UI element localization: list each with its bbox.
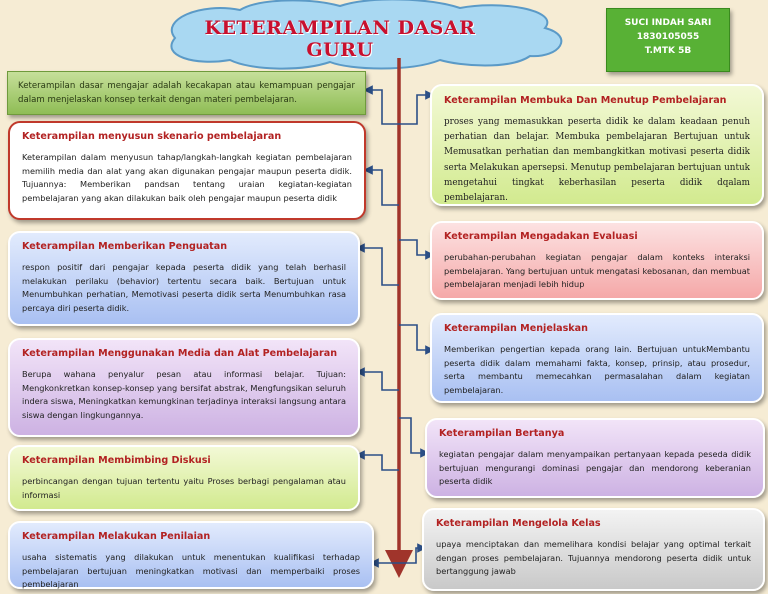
intro-text: Keterampilan dasar mengajar adalah kecakapan atau kemampuan pengajar dalam menjelaskan konsep terkait dengan materi pembelajaran. — [18, 81, 355, 105]
box-text: upaya menciptakan dan memelihara kondisi belajar yang optimal terkait dengan proses pembelajaran. Tujuannya mendorong peserta didik untuk bertanggung jawab — [436, 539, 751, 577]
box-evaluasi — [430, 221, 764, 300]
box-text: proses yang memasukkan peserta didik ke dalam keadaan penuh perhatian dan belajar. Membuka pembelajaran Bertujuan untuk Memusatkan perhatian dan membangkitkan motivasi peserta didik serta Melakukan apersepsi. Menutup pembelajaran bertujuan untuk mengetahui tingkat keberhasilan peserta didik dqalam pembelajaran. — [444, 117, 750, 204]
connector-left-4 — [360, 455, 399, 470]
connector-left-3 — [360, 372, 399, 390]
connector-right-2 — [399, 240, 430, 255]
box-text: usaha sistematis yang dilakukan untuk menentukan kualifikasi terhadap pembelajaran bertujuan meningkatkan motivasi dan memperbaiki proses pembelajaran — [22, 552, 360, 590]
box-text: Keterampilan dalam menyusun tahap/langkah-langkah kegiatan pembelajaran memilih media dan alat yang akan digunakan pengajar maupun peserta didik. Tujuannya: Memberikan pandsan tentang uraian kegiatan-kegiatan pembelajaran yang akan dilakukan baik oleh pengajar maupun peserta didik — [22, 152, 352, 203]
box-title: Keterampilan Melakukan Penilaian — [22, 531, 211, 542]
box-penguatan — [8, 231, 360, 326]
box-title: Keterampilan menyusun skenario pembelajaran — [22, 131, 282, 142]
box-title: Keterampilan Bertanya — [439, 428, 565, 439]
box-text: Berupa wahana penyalur pesan atau informasi belajar. Tujuan: Mengkonkretkan konsep-konsep yang bersifat abstrak, Mengfungsikan seluruh indera siswa, Meningkatkan kemungkinan terjadinya interaksi langsung antara siswa dengan lingkungannya. — [22, 369, 346, 420]
box-title: Keterampilan Menjelaskan — [444, 323, 588, 334]
box-title: Keterampilan Mengadakan Evaluasi — [444, 231, 638, 242]
connector-left-2 — [360, 248, 399, 285]
author-id: 1830105055 — [636, 32, 700, 42]
connector-intro — [368, 90, 399, 124]
page-title: KETERAMPILAN DASAR GURU — [204, 17, 476, 61]
intro-box — [7, 71, 366, 115]
box-bertanya — [425, 418, 765, 498]
box-title: Keterampilan Membuka Dan Menutup Pembelajaran — [444, 95, 727, 106]
box-menjelaskan — [430, 313, 764, 403]
connector-right-3 — [399, 325, 430, 350]
connector-right-1 — [399, 95, 430, 124]
box-title: Keterampilan Mengelola Kelas — [436, 518, 601, 529]
author-card — [606, 8, 730, 72]
box-title: Keterampilan Menggunakan Media dan Alat Pembelajaran — [22, 348, 338, 359]
box-membuka-menutup — [430, 84, 764, 206]
box-text: perbincangan dengan tujuan tertentu yaitu Proses berbagi pengalaman atau informasi — [22, 476, 346, 500]
box-penilaian — [8, 521, 374, 589]
box-title: Keterampilan Memberikan Penguatan — [22, 241, 228, 252]
author-name: SUCI INDAH SARI — [624, 18, 712, 28]
author-class: T.MTK 5B — [644, 46, 692, 56]
box-skenario — [8, 121, 366, 220]
box-text: kegiatan pengajar dalam menyampaikan pertanyaan kepada peseda didik bertujuan mengurangi dominasi pengajar dan mendorong keberanian peserta didik — [439, 449, 751, 487]
connector-right-5 — [399, 548, 422, 563]
box-text: perubahan-perubahan kegiatan pengajar dalam konteks interaksi pembelajaran. Yang bertujuan untuk mengatasi kebosanan, dan membuat pembelajaran menjadi lebih hidup — [444, 252, 750, 290]
box-text: respon positif dari pengajar kepada peserta didik yang telah berhasil melakukan perilaku (behavior) tertentu secara baik. Bertujuan untuk Menumbuhkan perhatian, Memotivasi peserta didik serta Menumbuhkan rasa percaya diri peserta didik. — [22, 262, 346, 313]
connector-left-1 — [368, 170, 399, 205]
box-mengelola-kelas — [422, 508, 765, 591]
box-title: Keterampilan Membimbing Diskusi — [22, 455, 211, 466]
box-media — [8, 338, 360, 437]
box-diskusi — [8, 445, 360, 511]
connector-right-4 — [399, 418, 425, 453]
box-text: Memberikan pengertian kepada orang lain. Bertujuan untukMembantu peserta didik dalam memahami fakta, konsep, prinsip, atau prosedur, serta membantu memecahkan permasalahan dalam kegiatan pembelajaran. — [444, 344, 750, 395]
